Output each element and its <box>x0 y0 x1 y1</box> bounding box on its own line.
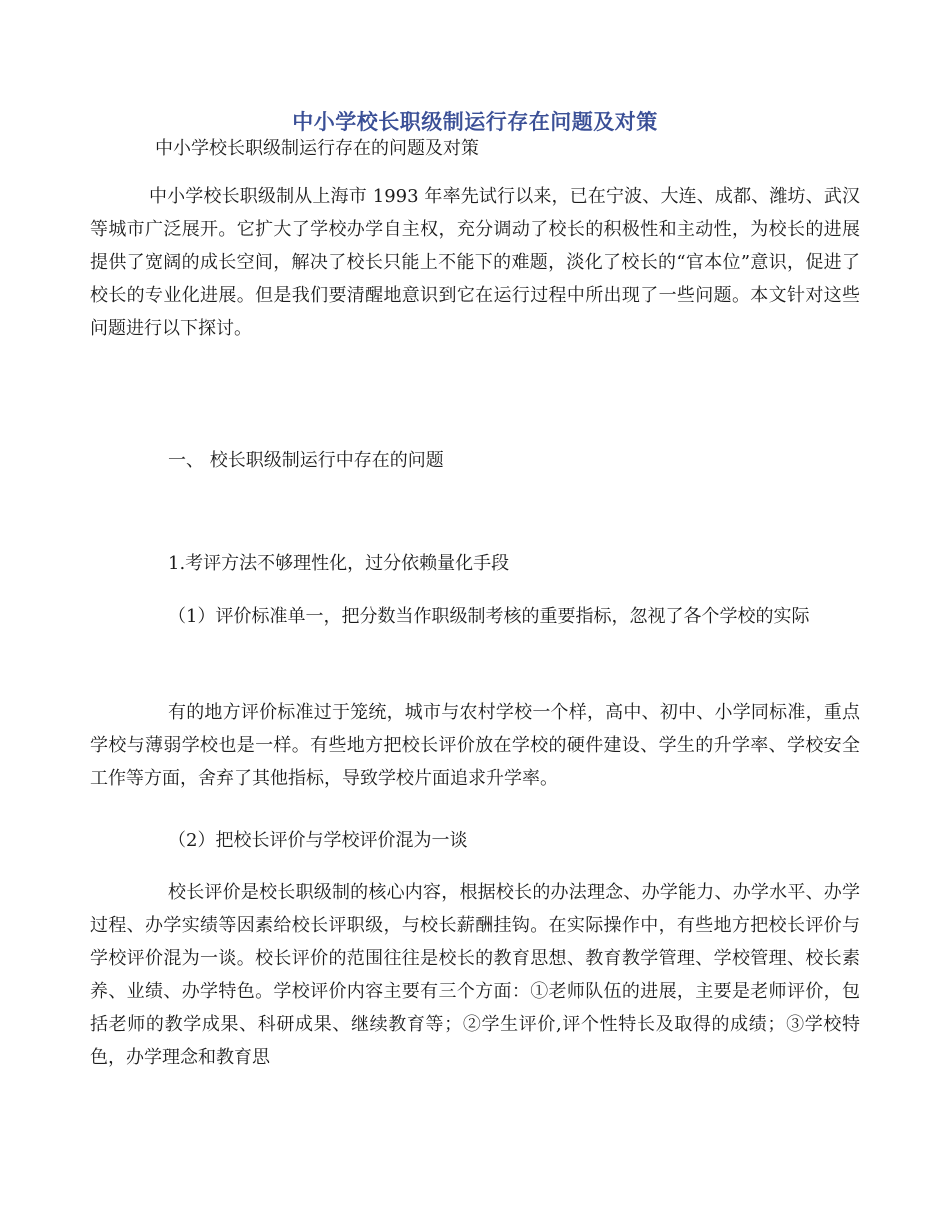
point-body-1: 有的地方评价标准过于笼统，城市与农村学校一个样，高中、初中、小学同标准，重点学校与薄弱学校也是一样。有些地方把校长评价放在学校的硬件建设、学生的升学率、学校安全工作等方面，舍弃了其他指标，导致学校片面追求升学率。 <box>90 702 860 789</box>
subsection-heading: 1.考评方法不够理性化，过分依赖量化手段 <box>168 553 510 574</box>
section-heading: 一、 校长职级制运行中存在的问题 <box>168 450 444 471</box>
document-subtitle: 中小学校长职级制运行存在的问题及对策 <box>155 138 479 159</box>
intro-paragraph: 中小学校长职级制从上海市 1993 年率先试行以来，已在宁波、大连、成都、潍坊、武汉等城市广泛展开。它扩大了学校办学自主权，充分调动了校长的积极性和主动性，为校长的进展提供了宽阔的成长空间，解决了校长只能上不能下的难题，淡化了校长的“官本位”意识，促进了校长的专业化进展。但是我们要清醒地意识到它在运行过程中所出现了一些问题。本文针对这些问题进行以下探讨。 <box>90 186 860 339</box>
document-title: 中小学校长职级制运行存在问题及对策 <box>292 110 658 134</box>
point-body-2: 校长评价是校长职级制的核心内容，根据校长的办法理念、办学能力、办学水平、办学过程、办学实绩等因素给校长评职级，与校长薪酬挂钩。在实际操作中，有些地方把校长评价与学校评价混为一谈。校长评价的范围往往是校长的教育思想、教育教学管理、学校管理、校长素养、业绩、办学特色。学校评价内容主要有三个方面：①老师队伍的进展，主要是老师评价，包括老师的教学成果、科研成果、继续教育等；②学生评价,评个性特长及取得的成绩；③学校特色，办学理念和教育思 <box>90 882 860 1068</box>
point-heading-2: （2）把校长评价与学校评价混为一谈 <box>168 830 468 851</box>
point-heading-1: （1）评价标准单一，把分数当作职级制考核的重要指标，忽视了各个学校的实际 <box>168 606 810 627</box>
